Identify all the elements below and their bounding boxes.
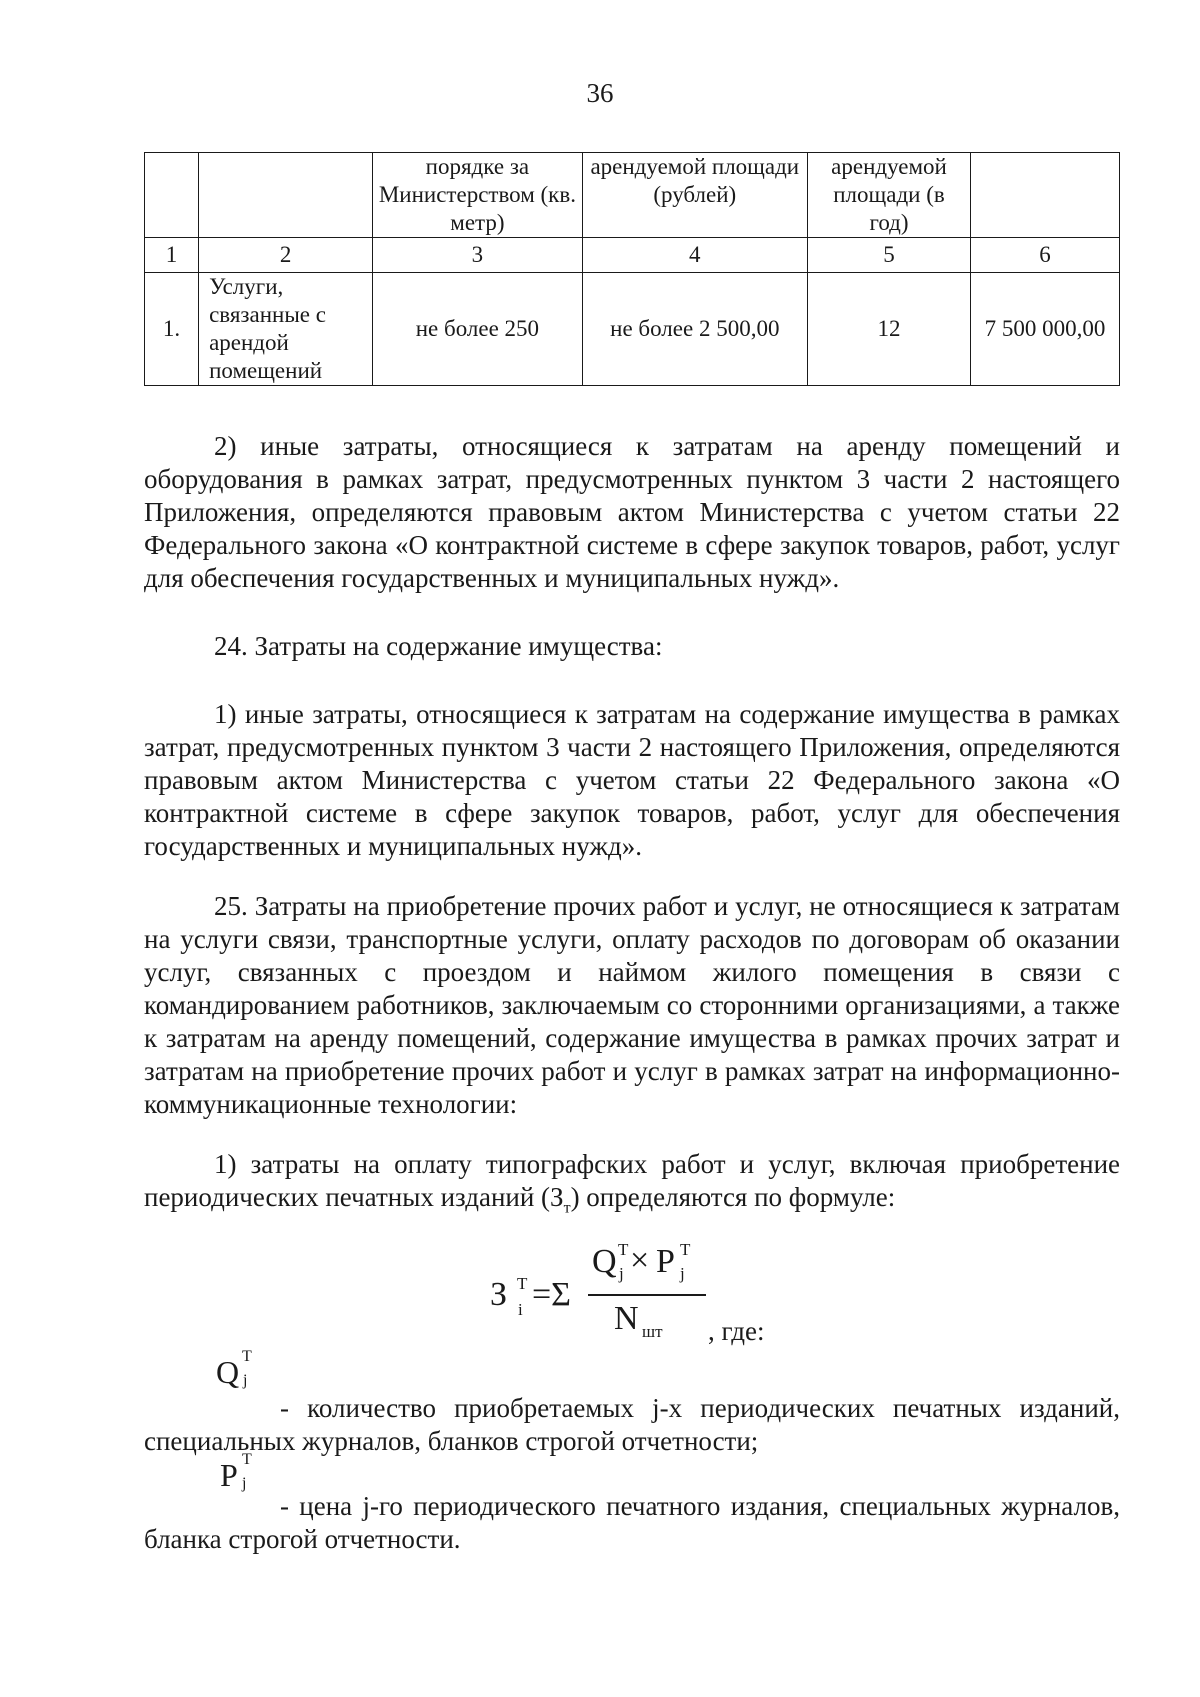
table-cell <box>145 153 199 238</box>
printing-cost-formula <box>490 1238 850 1348</box>
paragraph-text: ) определяются по формуле: <box>570 1182 896 1212</box>
table-cell <box>199 153 373 238</box>
table-cell: Услуги, связанные с арендой помещений <box>199 273 373 386</box>
definition-text: - количество приобретаемых j-х периодических печатных изданий, специальных журналов, бланков строгой отчетности; <box>144 1393 1120 1456</box>
paragraph-text: 24. Затраты на содержание имущества: <box>214 631 663 661</box>
table-cell: 1. <box>145 273 199 386</box>
symbol-subscript: j <box>243 1372 248 1389</box>
table-cell: порядке за Министерством (кв. метр) <box>373 153 582 238</box>
definition-symbol-q <box>216 1348 252 1391</box>
formula-superscript: Т <box>680 1240 691 1259</box>
formula-subscript: j <box>680 1264 685 1283</box>
subscript: т <box>563 1199 571 1217</box>
table-cell: не более 2 500,00 <box>582 273 807 386</box>
table-cell: 5 <box>808 238 971 273</box>
fraction-bar <box>588 1294 706 1296</box>
definition-p <box>144 1490 1120 1556</box>
symbol-superscript: Т <box>242 1348 252 1365</box>
table-cell: 3 <box>373 238 582 273</box>
formula-numerator-q: Q <box>592 1243 617 1280</box>
table-number-row <box>145 238 1120 273</box>
table-cell: 2 <box>199 238 373 273</box>
definition-text: - цена j-го периодического печатного издания, специальных журналов, бланка строгой отчетности. <box>144 1491 1120 1554</box>
table-cell <box>971 153 1120 238</box>
formula-subscript: шт <box>642 1322 663 1341</box>
table-cell: 6 <box>971 238 1120 273</box>
table-cell: 12 <box>808 273 971 386</box>
formula-superscript: Т <box>618 1240 629 1259</box>
formula-sum: =Σ <box>532 1276 571 1313</box>
cost-table <box>144 152 1120 386</box>
table-cell: не более 250 <box>373 273 582 386</box>
paragraph-text: 25. Затраты на приобретение прочих работ и услуг, не относящиеся к затратам на услуги связи, транспортные услуги, оплату расходов по договорам об оказании услуг, связанных с проездом и наймом жилого помещения в связи с командированием работников, заключаемым со сторонними организациями, а также к затратам на аренду помещений, содержание имущества в рамках прочих затрат и затратам на приобретение прочих работ и услуг в рамках затрат на информационно-коммуникационные технологии: <box>144 891 1120 1119</box>
paragraph-rent-other-costs <box>144 430 1120 595</box>
table-cell: 1 <box>145 238 199 273</box>
paragraph-text: 1) иные затраты, относящиеся к затратам на содержание имущества в рамках затрат, предусмотренных пунктом 3 части 2 настоящего Приложения, определяются правовым актом Министерства с учетом статьи 22 Федерального закона «О контрактной системе в сфере закупок товаров, работ, услуг для обеспечения государственных и муниципальных нужд». <box>144 699 1120 861</box>
formula-superscript: Т <box>517 1274 528 1293</box>
paragraph-property-other-costs <box>144 698 1120 863</box>
paragraph-item-24 <box>144 630 1120 663</box>
paragraph-text: 2) иные затраты, относящиеся к затратам на аренду помещений и оборудования в рамках затрат, предусмотренных пунктом 3 части 2 настоящего Приложения, определяются правовым актом Министерства с учетом статьи 22 Федерального закона «О контрактной системе в сфере закупок товаров, работ, услуг для обеспечения государственных и муниципальных нужд». <box>144 431 1120 593</box>
formula-times: × <box>630 1242 650 1279</box>
paragraph-printing-costs <box>144 1148 1120 1224</box>
table-row <box>145 273 1120 386</box>
symbol-subscript: j <box>242 1475 247 1492</box>
formula-subscript: i <box>518 1300 523 1319</box>
paragraph-text: 1) затраты на оплату типографских работ и услуг, включая приобретение периодических печатных изданий (З <box>144 1149 1120 1212</box>
table-cell: арендуемой площади (в год) <box>808 153 971 238</box>
symbol-letter: Q <box>216 1354 240 1390</box>
table-header-row <box>145 153 1120 238</box>
formula-lhs: З <box>490 1276 508 1313</box>
paragraph-item-25 <box>144 890 1120 1121</box>
symbol-superscript: Т <box>242 1451 252 1468</box>
table-cell: 4 <box>582 238 807 273</box>
table-cell: 7 500 000,00 <box>971 273 1120 386</box>
table-cell: арендуемой площади (рублей) <box>582 153 807 238</box>
formula-numerator-p: P <box>656 1243 675 1280</box>
formula-subscript: j <box>619 1264 624 1283</box>
formula-denominator: N <box>614 1300 639 1337</box>
definition-q <box>144 1392 1120 1458</box>
definition-symbol-p <box>220 1451 252 1494</box>
symbol-letter: P <box>220 1457 238 1493</box>
page-number: 36 <box>586 78 614 108</box>
formula-where: , где: <box>708 1316 765 1346</box>
